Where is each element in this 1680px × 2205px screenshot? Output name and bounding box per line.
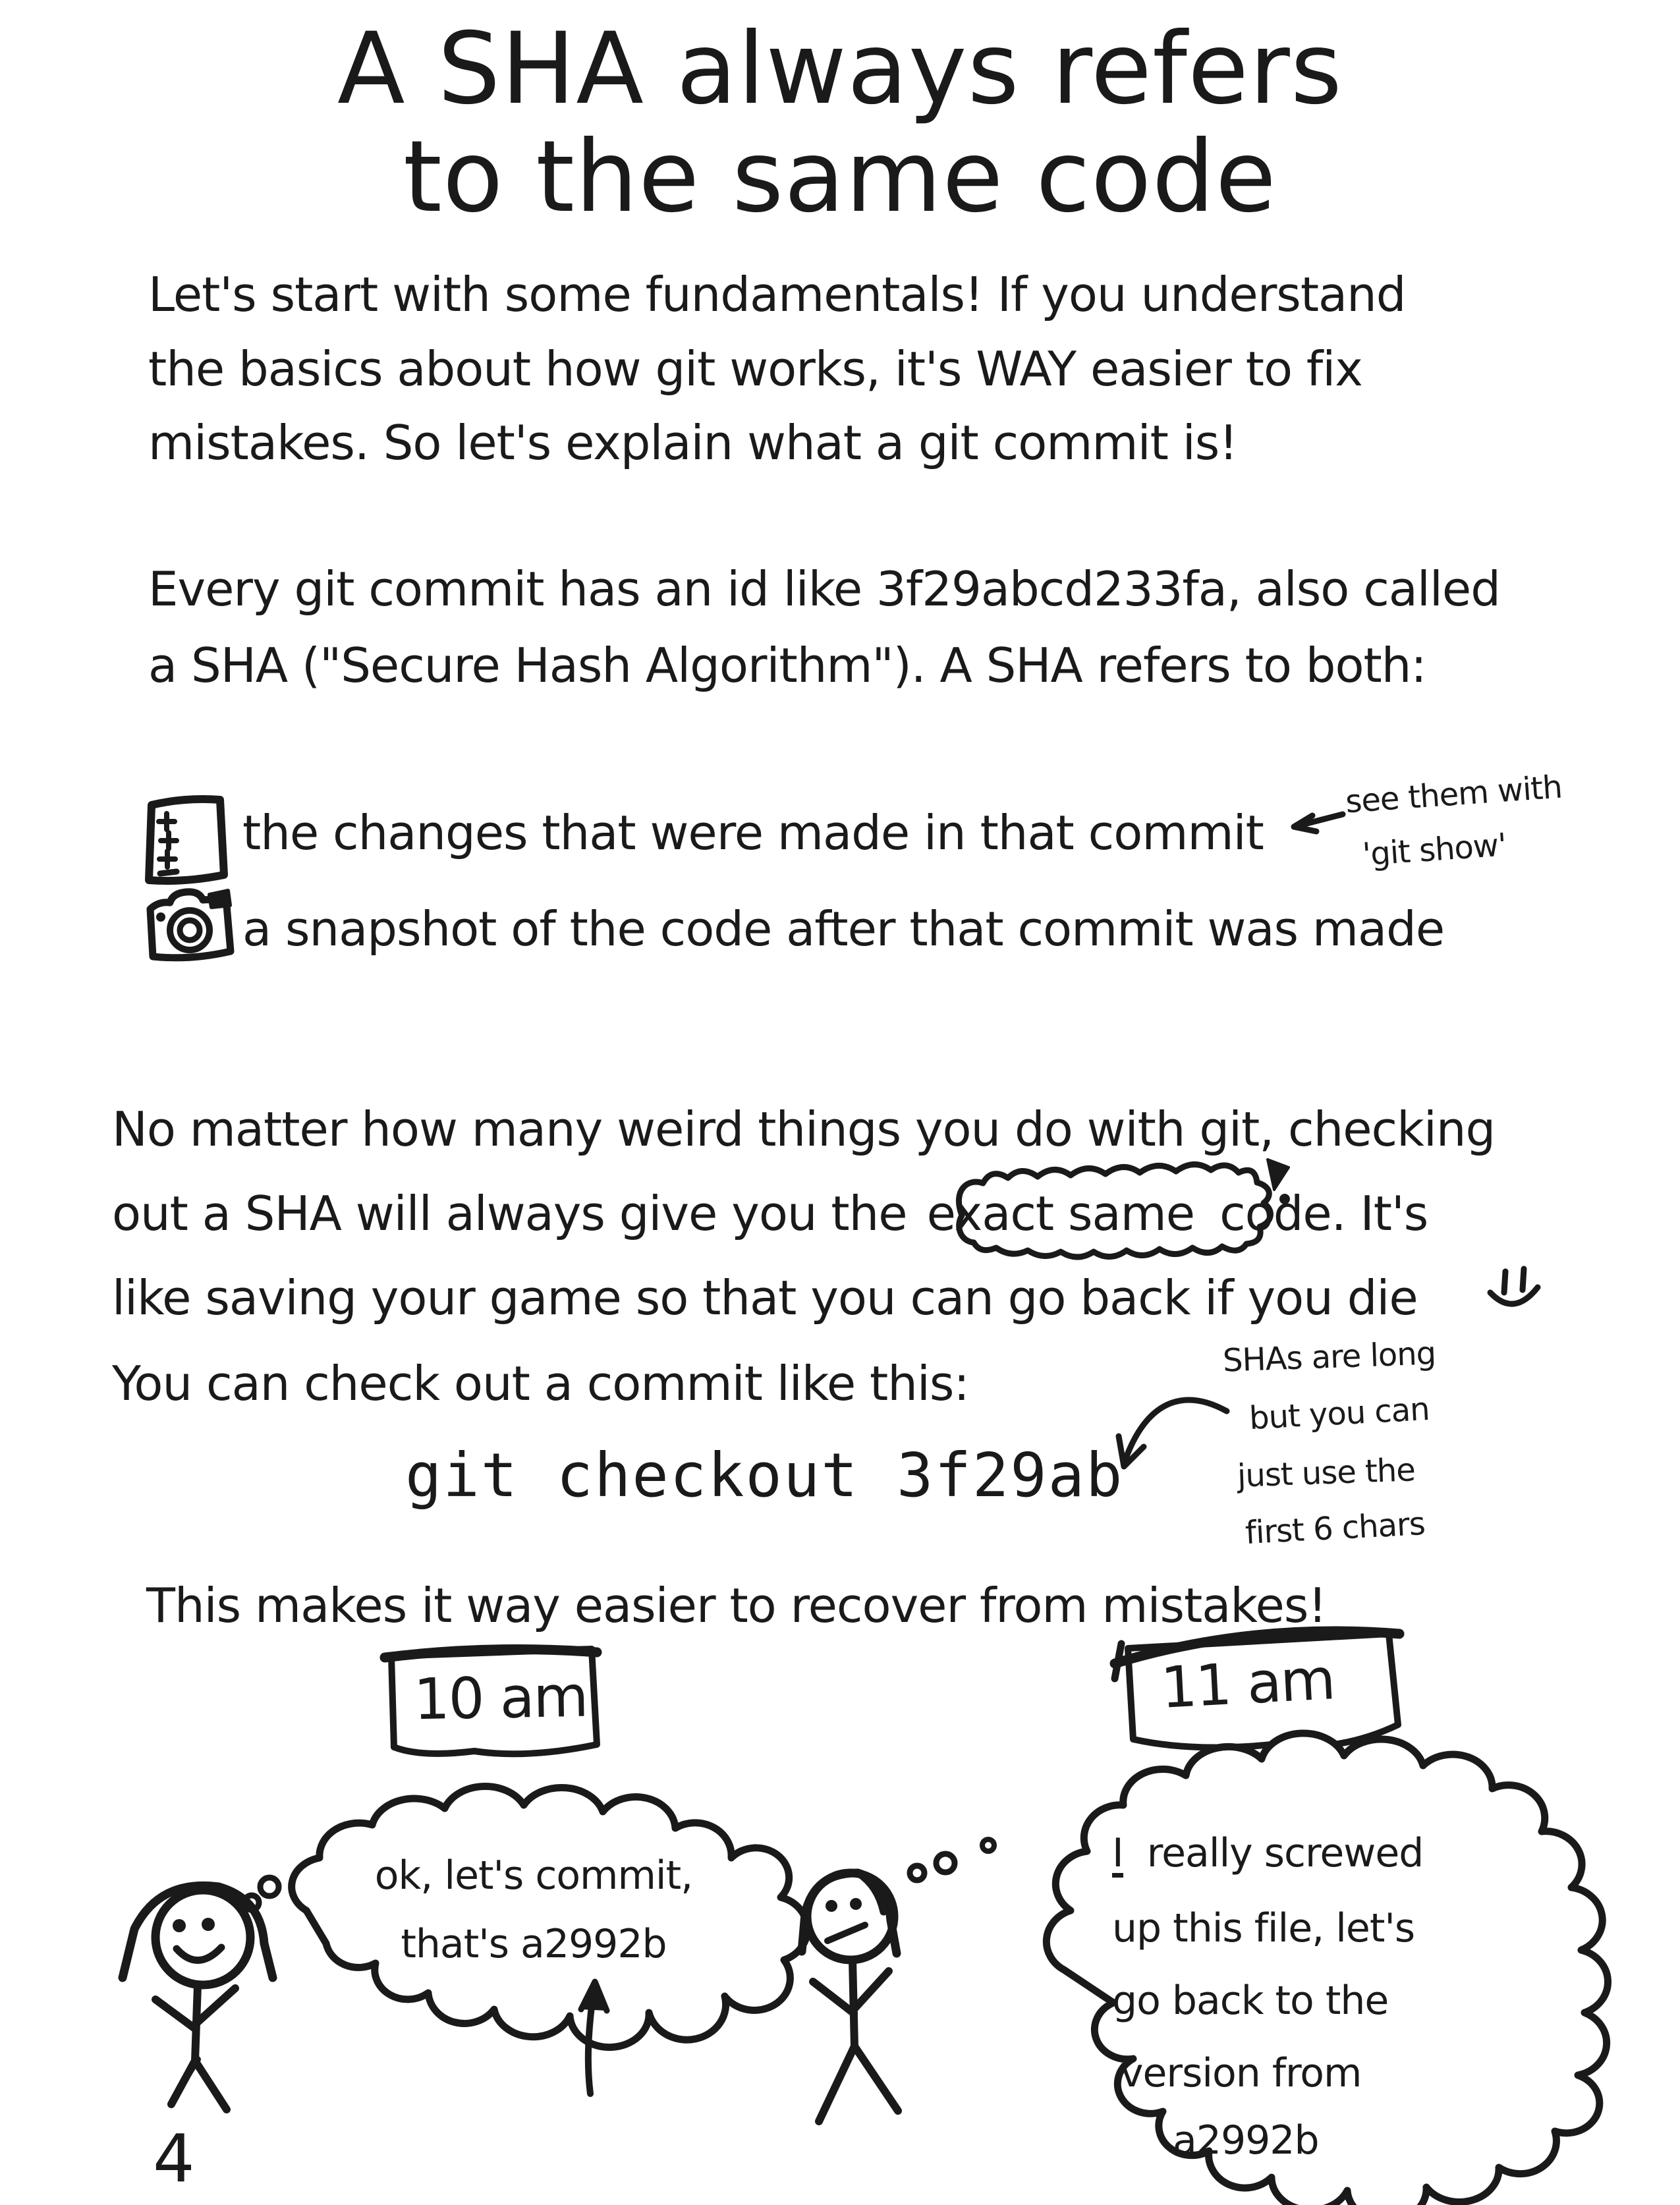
git-show-arrow-icon	[1294, 814, 1343, 831]
body-line2-highlight: exact same	[926, 1186, 1195, 1241]
left-bubble-line1: ok, let's commit,	[374, 1853, 693, 1899]
intro-line2: the basics about how git works, it's WAY easier to fix	[148, 341, 1362, 397]
intro-line3: mistakes. So let's explain what a git commit is!	[148, 415, 1238, 470]
sha-def-line1: Every git commit has an id like 3f29abcd233fa, also called	[148, 561, 1500, 617]
stick-figure-unhappy	[802, 1873, 898, 2121]
git-show-note-line1: see them with	[1344, 768, 1563, 821]
diff-file-icon	[149, 799, 224, 881]
page-number: 4	[153, 2120, 195, 2197]
right-bubble-line5: a2992b	[1173, 2117, 1319, 2163]
bullet-snapshot-text: a snapshot of the code after that commit was made	[242, 901, 1445, 957]
git-checkout-command: git checkout 3f29ab	[405, 1440, 1124, 1511]
right-bubble-line3: go back to the	[1112, 1978, 1389, 2024]
time-label-11am: 11 am	[1159, 1646, 1336, 1721]
bullet-changes-text: the changes that were made in that commit	[242, 805, 1264, 860]
sha-note-line1: SHAs are long	[1222, 1335, 1437, 1380]
stick-figure-happy	[123, 1885, 273, 2109]
body-line2-post: code. It's	[1219, 1186, 1428, 1241]
left-bubble-line2: that's a2992b	[401, 1921, 667, 1967]
page-title-line1: A SHA always refers	[337, 12, 1343, 126]
right-bubble-underlined-i: I	[1112, 1830, 1123, 1876]
sha-note-line4: first 6 chars	[1244, 1505, 1426, 1552]
body-line2-pre: out a SHA will always give you the	[112, 1186, 907, 1241]
sha-def-line2: a SHA ("Secure Hash Algorithm"). A SHA refers to both:	[148, 638, 1426, 693]
body-line2	[112, 1186, 1428, 1241]
sha-note-line2: but you can	[1248, 1390, 1430, 1437]
recover-line: This makes it way easier to recover from mistakes!	[146, 1578, 1327, 1633]
git-show-note-line2: 'git show'	[1361, 826, 1508, 874]
right-bubble-line2: up this file, let's	[1112, 1905, 1415, 1951]
smiley-icon	[1490, 1269, 1538, 1304]
right-bubble-line4: version from	[1120, 2050, 1362, 2096]
command-note-arrow-icon	[1119, 1400, 1227, 1466]
body-line3: like saving your game so that you can go back if you die	[112, 1270, 1418, 1326]
camera-icon	[150, 891, 231, 958]
right-bubble-line1-rest: really screwed	[1146, 1830, 1424, 1876]
time-label-10am: 10 am	[413, 1663, 588, 1733]
sha-note-line3: just use the	[1237, 1451, 1416, 1495]
body-line4: You can check out a commit like this:	[112, 1356, 969, 1411]
right-bubble-line1	[1112, 1830, 1423, 1878]
intro-line1: Let's start with some fundamentals! If you understand	[148, 267, 1406, 322]
page-title-line2: to the same code	[403, 120, 1277, 235]
body-line1: No matter how many weird things you do with git, checking	[112, 1102, 1496, 1157]
